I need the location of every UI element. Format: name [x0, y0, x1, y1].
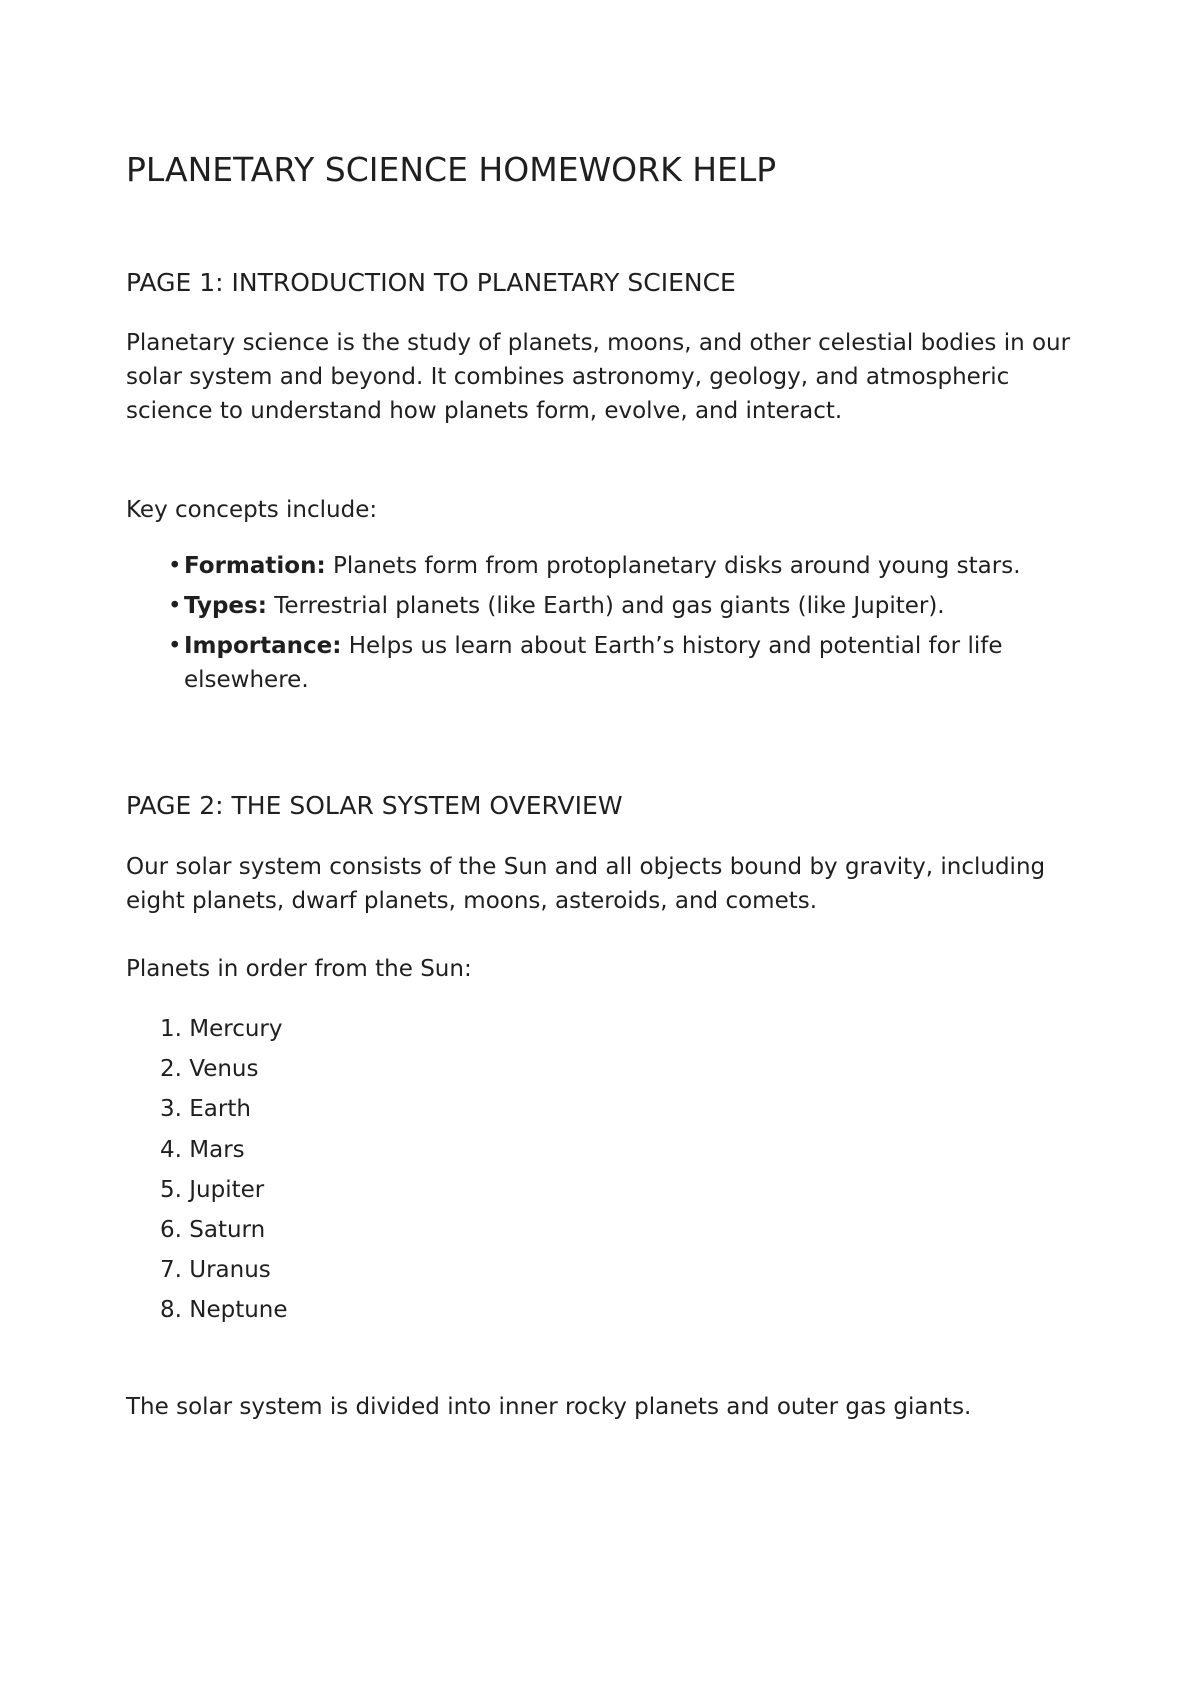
key-concepts-list	[168, 549, 1048, 703]
list-item	[168, 589, 1048, 623]
concept-text: Planets form from protoplanetary disks around young stars.	[325, 553, 1021, 579]
section-heading-page-1: PAGE 1: INTRODUCTION TO PLANETARY SCIENCE	[126, 268, 736, 297]
list-item: 7. Uranus	[160, 1257, 271, 1284]
concept-text: Helps us learn about Earth’s history and potential for life elsewhere.	[184, 633, 1003, 693]
closing-paragraph: The solar system is divided into inner rocky planets and outer gas giants.	[126, 1394, 972, 1420]
list-item: 4. Mars	[160, 1136, 245, 1163]
list-item	[168, 629, 1048, 697]
list-item: 1. Mercury	[160, 1016, 283, 1042]
concept-term: Formation:	[184, 553, 326, 579]
concept-text: Terrestrial planets (like Earth) and gas giants (like Jupiter).	[266, 593, 945, 619]
section-heading-page-2: PAGE 2: THE SOLAR SYSTEM OVERVIEW	[126, 791, 623, 820]
list-item: 3. Earth	[160, 1096, 251, 1123]
concept-term: Importance:	[184, 633, 342, 659]
list-item: 2. Venus	[160, 1056, 259, 1083]
page-1-intro-paragraph: Planetary science is the study of planets, moons, and other celestial bodies in our solar system and beyond. It combines astronomy, geology, and atmospheric science to understand how planets form, evolve, and interact.	[126, 330, 1071, 424]
list-item: 5. Jupiter	[160, 1176, 265, 1203]
page-2-intro-paragraph: Our solar system consists of the Sun and all objects bound by gravity, including eight planets, dwarf planets, moons, asteroids, and comets.	[126, 854, 1046, 914]
planets-label: Planets in order from the Sun:	[126, 956, 472, 982]
key-concepts-label: Key concepts include:	[126, 497, 378, 523]
list-item: 8. Neptune	[160, 1297, 288, 1324]
planets-list	[160, 1012, 288, 1334]
list-item	[168, 549, 1048, 583]
bullet-icon: •	[168, 633, 182, 659]
bullet-icon: •	[168, 553, 182, 579]
bullet-icon: •	[168, 593, 182, 619]
concept-term: Types:	[184, 593, 267, 619]
document-title: PLANETARY SCIENCE HOMEWORK HELP	[126, 150, 777, 189]
list-item: 6. Saturn	[160, 1216, 266, 1243]
